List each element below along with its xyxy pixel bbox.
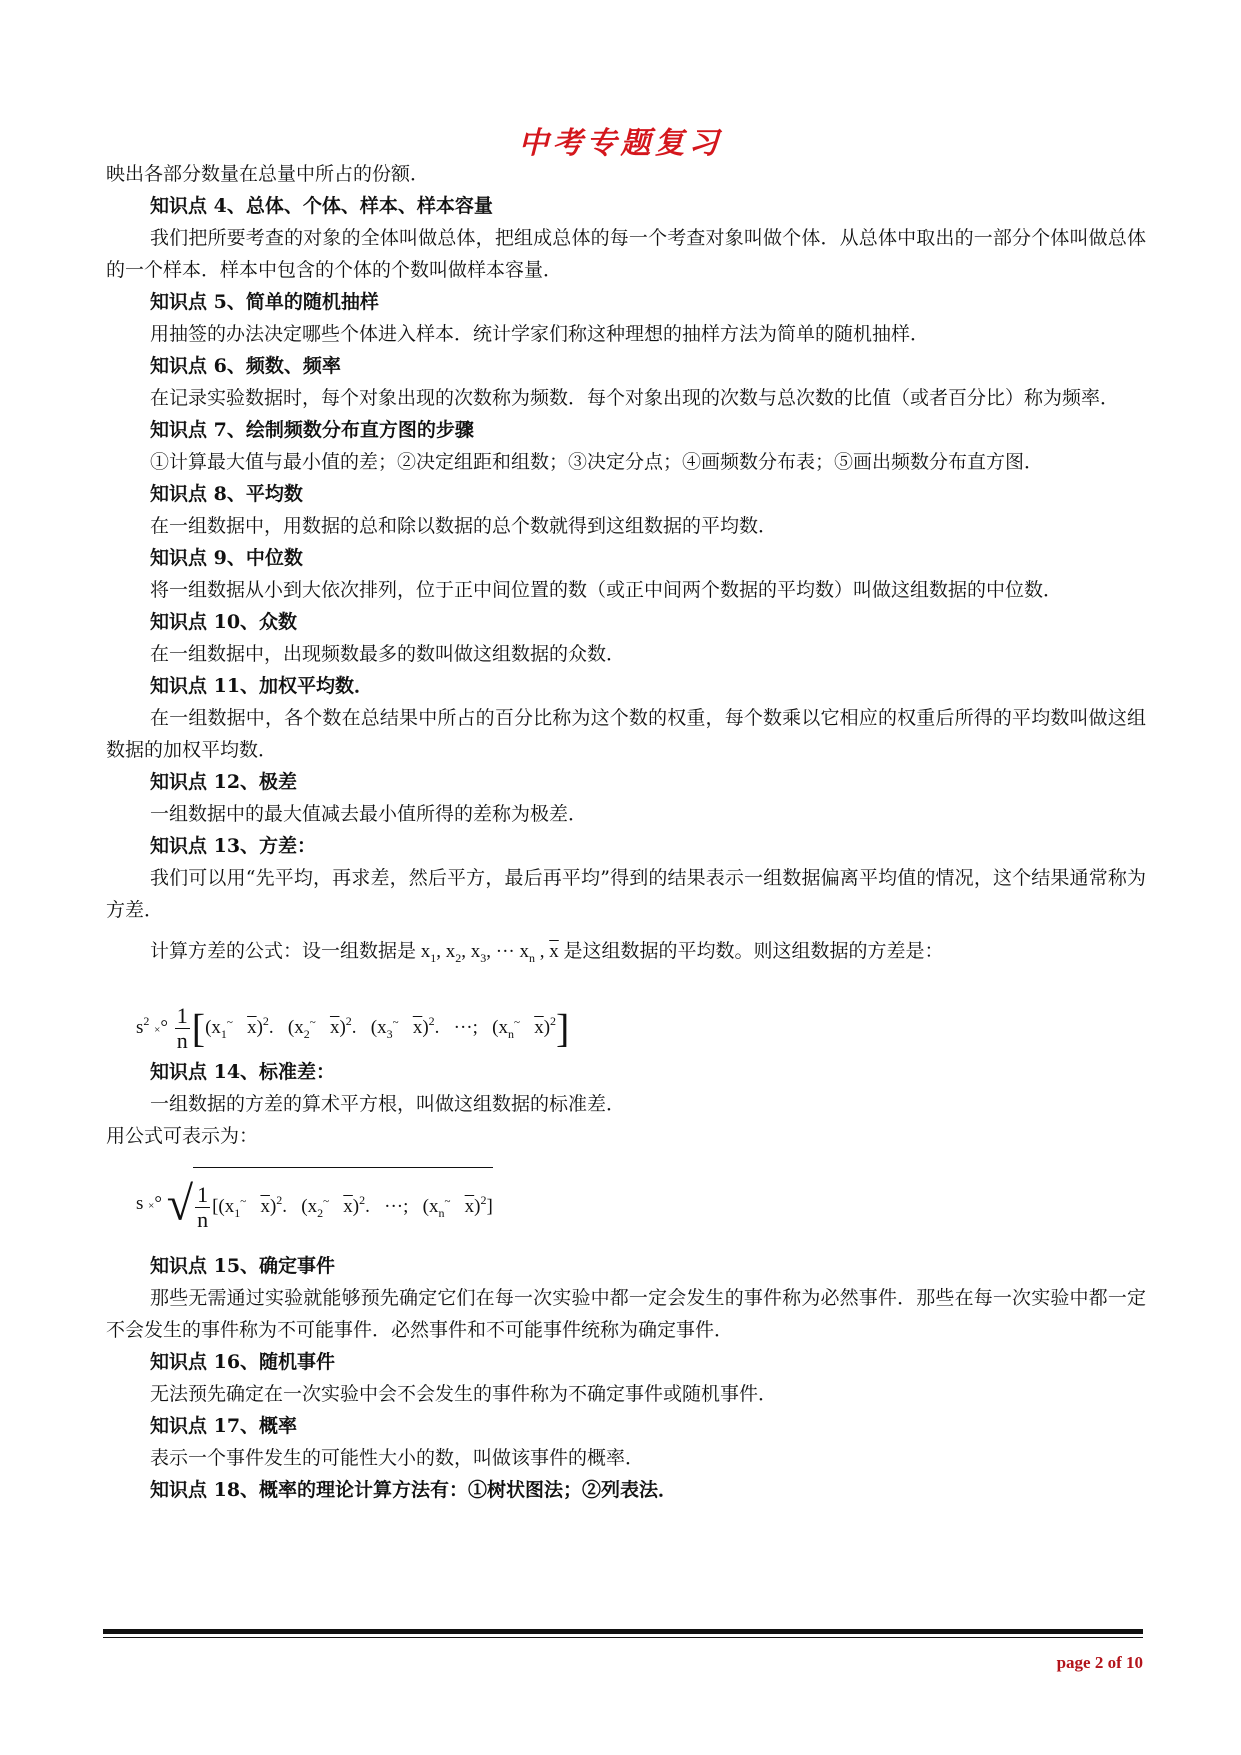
paragraph: 在一组数据中，用数据的总和除以数据的总个数就得到这组数据的平均数． [150, 515, 778, 537]
paragraph: 一组数据中的最大值减去最小值所得的差称为极差． [150, 803, 588, 825]
paragraph: 将一组数据从小到大依次排列，位于正中间位置的数（或正中间两个数据的平均数）叫做这组数据的中位数． [150, 579, 1063, 601]
paragraph: 用抽签的办法决定哪些个体进入样本．统计学家们称这种理想的抽样方法为简单的随机抽样． [150, 323, 930, 345]
variance-formula: $s^2$ ×° $\frac{1}{n}$ [($x_1^\sim$ $\overline{x})^2$. ($x_2^\sim$ $\overline{x})^2$. ($x_3^\sim$ $\overline{x})^2$. ···; ($x_n^\sim$ $\overline{x})^2$] [136, 1003, 570, 1054]
section-knowledge-point-14 [106, 1056, 1146, 1152]
paragraph: 我们可以用“先平均，再求差，然后平方，最后再平均”得到的结果表示一组数据偏离平均值的情况，这个结果通常称为方差． [106, 867, 1146, 921]
knowledge-point-heading: 知识点 9、中位数 [150, 547, 303, 569]
paragraph: 在一组数据中，出现频数最多的数叫做这组数据的众数． [150, 643, 626, 665]
knowledge-point-heading: 知识点 8、平均数 [150, 483, 303, 505]
data-series-expr: $x_1$, $x_2$, $x_3$, ··· $x_n$ , $\overline{x}$ [420, 941, 559, 965]
knowledge-point-heading: 知识点 13、方差： [150, 835, 317, 857]
paragraph: ①计算最大值与最小值的差；②决定组距和组数；③决定分点；④画频数分布表；⑤画出频数分布直方图． [150, 451, 1044, 473]
paragraph: 无法预先确定在一次实验中会不会发生的事件称为不确定事件或随机事件． [150, 1383, 778, 1405]
knowledge-point-heading: 知识点 11、加权平均数． [150, 675, 374, 697]
knowledge-point-heading: 知识点 16、随机事件 [150, 1351, 336, 1373]
footer-rule-thin [103, 1637, 1143, 1638]
section-knowledge-points-4-13 [106, 158, 1146, 926]
knowledge-point-heading: 知识点 15、确定事件 [150, 1255, 336, 1277]
text-line: 映出各部分数量在总量中所占的份额． [106, 163, 430, 185]
knowledge-point-heading: 知识点 18、概率的理论计算方法有：①树状图法；②列表法． [150, 1479, 678, 1501]
knowledge-point-heading: 知识点 4、总体、个体、样本、样本容量 [150, 195, 493, 217]
paragraph: 在记录实验数据时，每个对象出现的次数称为频数．每个对象出现的次数与总次数的比值（或者百分比）称为频率． [150, 387, 1120, 409]
page-number: page 2 of 10 [1056, 1653, 1143, 1672]
paragraph: 那些无需通过实验就能够预先确定它们在每一次实验中都一定会发生的事件称为必然事件．那些在每一次实验中都一定不会发生的事件称为不可能事件．必然事件和不可能事件统称为确定事件． [106, 1287, 1146, 1341]
knowledge-point-heading: 知识点 10、众数 [150, 611, 298, 633]
paragraph: 我们把所要考查的对象的全体叫做总体，把组成总体的每一个考查对象叫做个体．从总体中取出的一部分个体叫做总体的一个样本．样本中包含的个体的个数叫做样本容量． [106, 227, 1146, 281]
knowledge-point-heading: 知识点 6、频数、频率 [150, 355, 341, 377]
footer-rule-thick [103, 1629, 1143, 1634]
sqrt-expression: √ $\frac{1}{n}$ [($x_1^\sim$ $\overline{x})^2$. ($x_2^\sim$ $\overline{x})^2$. ···; ($x_n^\sim$ $\overline{x})^2$] [167, 1164, 493, 1245]
paragraph: 一组数据的方差的算术平方根，叫做这组数据的标准差． [150, 1093, 626, 1115]
section-knowledge-points-15-18 [106, 1250, 1146, 1506]
std-dev-formula: s ×° √ $\frac{1}{n}$ [($x_1^\sim$ $\overline{x})^2$. ($x_2^\sim$ $\overline{x})^2$. ···; ($x_n^\sim$ $\overline{x})^2$] [136, 1164, 1146, 1244]
header-title: 中考专题复习 [518, 126, 723, 161]
knowledge-point-heading: 知识点 14、标准差： [150, 1061, 336, 1083]
text-line: 用公式可表示为： [106, 1125, 259, 1147]
content [106, 158, 1146, 1506]
knowledge-point-heading: 知识点 17、概率 [150, 1415, 298, 1437]
paragraph: 在一组数据中，各个数在总结果中所占的百分比称为这个数的权重，每个数乘以它相应的权重后所得的平均数叫做这组数据的加权平均数． [106, 707, 1146, 761]
variance-formula-intro [106, 936, 1146, 974]
knowledge-point-heading: 知识点 7、绘制频数分布直方图的步骤 [150, 419, 474, 441]
variance-intro-suffix: 是这组数据的平均数。则这组数据的方差是： [563, 941, 944, 962]
knowledge-point-heading: 知识点 12、极差 [150, 771, 298, 793]
paragraph: 表示一个事件发生的可能性大小的数，叫做该事件的概率． [150, 1447, 645, 1469]
variance-intro-prefix: 计算方差的公式：设一组数据是 [150, 941, 417, 962]
fraction-1-over-n: $\frac{1}{n}$ [176, 1003, 188, 1054]
knowledge-point-heading: 知识点 5、简单的随机抽样 [150, 291, 379, 313]
